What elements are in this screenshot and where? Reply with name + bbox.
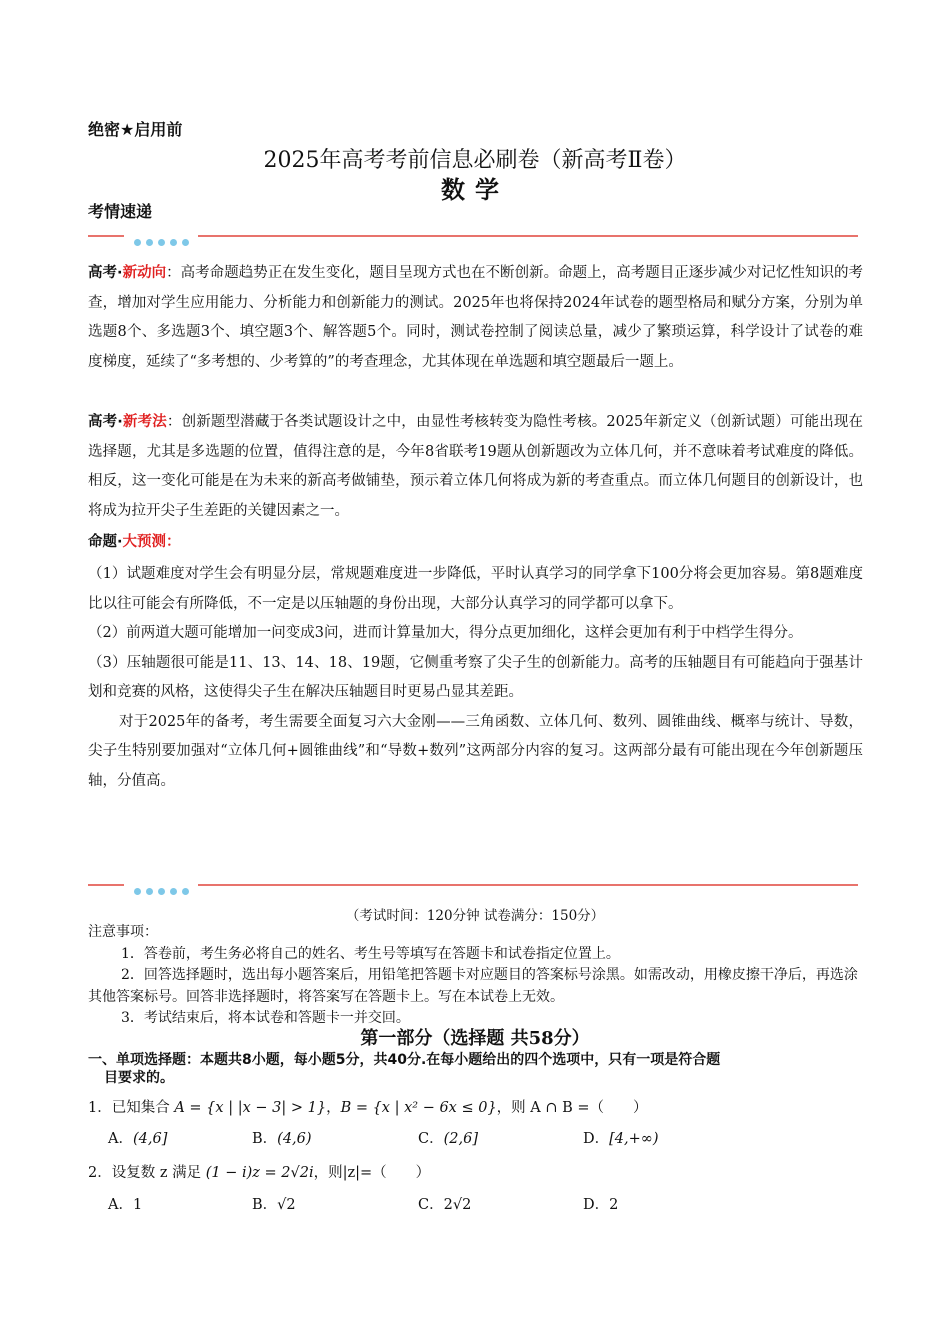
divider-bottom [88,878,858,892]
section-line: 目要求的。 [104,1070,174,1086]
note-item: 2．回答选择题时，选出每小题答案后，用铅笔把答题卡对应题目的答案标号涂黑。如需改动，用橡皮擦干净后，再选涂其他答案标号。回答非选择题时，将答案写在答题卡上。写在本试卷上无效。 [88,967,858,1005]
question-prefix: 1．已知集合 [88,1100,170,1116]
label-prefix: 高考· [88,414,123,430]
intro-paragraph-method [88,408,863,526]
option-value: [4,+∞) [609,1131,659,1147]
label-highlight: 新动向 [122,265,167,281]
q1-option-b[interactable] [252,1127,312,1148]
part-one-heading: 第一部分（选择题 共58分） [360,1028,590,1049]
divider-top [88,229,858,243]
q2-option-a[interactable] [108,1193,142,1214]
page-title: 2025年高考考前信息必刷卷（新高考Ⅱ卷） [263,148,687,173]
prediction-item: （2）前两道大题可能增加一问变成3问，进而计算量加大，得分点更加细化，这样会更加有利于中档学生得分。 [88,625,803,641]
option-label: B． [252,1131,278,1147]
option-label: A． [108,1131,133,1147]
closing-paragraph: 对于2025年的备考，考生需要全面复习六大金刚——三角函数、立体几何、数列、圆锥曲线、概率与统计、导数，尖子生特别要加强对“立体几何+圆锥曲线”和“导数+数列”这两部分内容的复习。这两部分最有可能出现在今年创新题压轴，分值高。 [88,713,863,789]
paragraph-text: ：高考命题趋势正在发生变化，题目呈现方式也在不断创新。命题上，高考题目正逐步减少对记忆性知识的考查，增加对学生应用能力、分析能力和创新能力的测试。2025年也将保持2024年试卷的题型格局和赋分方案，分别为单选题8个、多选题3个、填空题3个、解答题5个。同时，测试卷控制了阅读总量，减少了繁琐运算，科学设计了试卷的难度梯度，延续了“多考想的、少考算的”的考查理念，尤其体现在单选题和填空题最后一题上。 [88,265,863,370]
exam-notes [88,922,863,1030]
note-item: 3．考试结束后，将本试卷和答题卡一并交回。 [121,1010,410,1026]
option-value: 2 [609,1197,619,1213]
option-label: C． [418,1131,444,1147]
question-1-stem [88,1096,648,1117]
question-suffix: ，则 A ∩ B =（ ） [496,1100,648,1116]
exam-time-info: （考试时间：120分钟 试卷满分：150分） [345,908,605,924]
section-line: 一、单项选择题：本题共8小题，每小题5分，共40分.在每小题给出的四个选项中，只有一项是符合题 [88,1052,721,1068]
option-label: D． [583,1197,610,1213]
option-value: (4,6) [277,1131,312,1147]
set-a-expression: A = {x | |x − 3| > 1} [174,1100,327,1116]
equation: (1 − i)z = 2√2i [205,1165,314,1181]
option-value: 2√2 [443,1197,472,1213]
option-value: 1 [132,1197,143,1213]
prediction-item: （1）试题难度对学生会有明显分层，常规题难度进一步降低，平时认真学习的同学拿下100分将会更加容易。第8题难度比以往可能会有所降低，不一定是以压轴题的身份出现，大部分认真学习的同学都可以拿下。 [88,566,863,612]
label-highlight: 大预测： [122,534,181,550]
q2-option-b[interactable] [252,1193,296,1214]
q2-option-c[interactable] [418,1193,471,1214]
q1-option-d[interactable] [583,1127,659,1148]
label-prefix: 命题· [88,534,123,550]
q1-option-c[interactable] [418,1127,478,1148]
question-prefix: 2．设复数 z 满足 [88,1165,202,1181]
q1-option-a[interactable] [108,1127,167,1148]
subject-title: 数学 [441,175,509,204]
notes-title: 注意事项： [88,924,158,940]
section-one-instructions [88,1051,863,1087]
separator: ， [326,1100,341,1116]
label-prefix: 高考· [88,265,123,281]
option-label: D． [583,1131,610,1147]
option-value: (4,6] [132,1131,168,1147]
set-b-expression: B = {x | x² − 6x ≤ 0} [340,1100,497,1116]
paragraph-text: ：创新题型潜藏于各类试题设计之中，由显性考核转变为隐性考核。2025年新定义（创新试题）可能出现在选择题，尤其是多选题的位置，值得注意的是，今年8省联考19题从创新题改为立体几何，并不意味着考试难度的降低。相反，这一变化可能是在为未来的新高考做铺垫，预示着立体几何将成为新的考查重点。而立体几何题目的创新设计，也将成为拉开尖子生差距的关键因素之一。 [88,414,864,519]
q2-option-d[interactable] [583,1193,618,1214]
option-value: (2,6] [443,1131,478,1147]
section-heading: 考情速递 [88,202,153,221]
note-item: 1．答卷前，考生务必将自己的姓名、考生号等填写在答题卡和试卷指定位置上。 [121,945,620,962]
option-label: B． [252,1197,278,1213]
prediction-list [88,560,863,796]
question-suffix: ，则|z|=（ ） [313,1165,431,1181]
option-value: √2 [277,1197,296,1213]
option-label: C． [418,1197,444,1213]
intro-paragraph-trend [88,259,863,377]
confidential-mark: 绝密★启用前 [88,120,183,139]
question-2-stem [88,1161,430,1182]
option-label: A． [108,1197,133,1213]
label-highlight: 新考法 [122,414,167,430]
intro-prediction-heading [88,528,863,558]
prediction-item: （3）压轴题很可能是11、13、14、18、19题，它侧重考察了尖子生的创新能力。高考的压轴题目有可能趋向于强基计划和竞赛的风格，这使得尖子生在解决压轴题目时更易凸显其差距。 [88,654,863,700]
